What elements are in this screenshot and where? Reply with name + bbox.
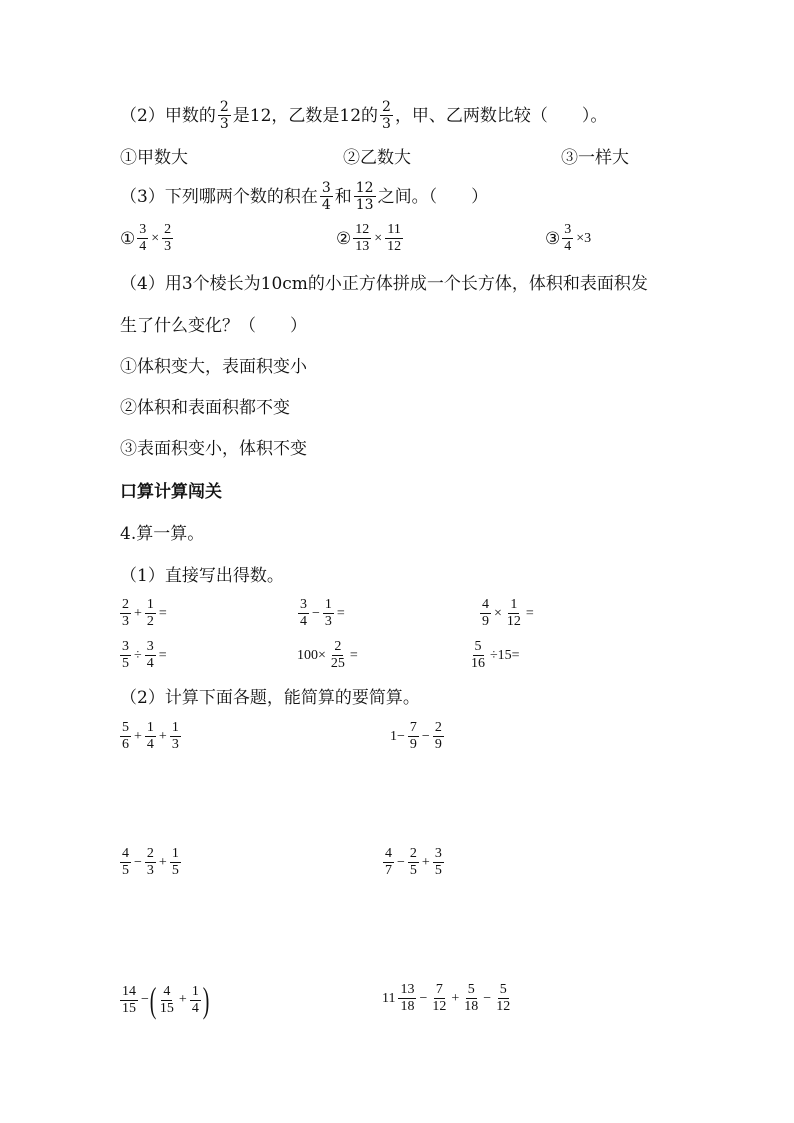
- problem-4-part-1: （1）直接写出得数。: [120, 566, 284, 586]
- oral-expression-1: 2 3 + $\frac{1}{2}$ =: [122, 597, 167, 629]
- q3-option-1: ① $\frac{3}{4}$ × $\frac{2}{3}$: [120, 222, 172, 254]
- oral-expression-2: 3 4 − $\frac{1}{3}$ =: [300, 597, 345, 629]
- problem-4-title: 4.算一算。: [120, 524, 205, 544]
- q4-line-1: （4）用3个棱长为10cm的小正方体拼成一个长方体，体积和表面积发: [120, 274, 648, 294]
- q4-option-3: ③表面积变小，体积不变: [120, 439, 307, 459]
- section-title: 口算计算闯关: [120, 482, 222, 502]
- q3-fraction-2: 12 13: [355, 180, 374, 213]
- question-3-line: [120, 180, 488, 213]
- oral-expression-4: $\frac{3}{5}$ ÷ $\frac{3}{4}$ =: [122, 639, 167, 671]
- oral-expression-6: $\frac{5}{16}$ ÷15=: [471, 639, 520, 671]
- calc-expression-3: 4 5 − $\frac{2}{3}$ + $\frac{1}{5}$: [122, 846, 179, 878]
- q2-text-b: 是12，乙数是12的: [232, 105, 379, 126]
- q2-option-1: ①甲数大: [120, 148, 188, 168]
- q4-line-2: 生了什么变化？（ ）: [120, 316, 307, 336]
- q2-option-2: ②乙数大: [343, 148, 411, 168]
- q3-text-c: 之间。（ ）: [377, 186, 489, 207]
- q4-option-2: ②体积和表面积都不变: [120, 398, 290, 418]
- q2-option-3: ③一样大: [561, 148, 629, 168]
- q3-text-b: 和: [334, 186, 352, 207]
- q3-option-3: ③ $\frac{3}{4}$ ×3: [545, 222, 592, 254]
- calc-expression-6: 11 13 18 − $\frac{7}{12}$ + $\frac{5}{18}$ − $\frac{5}{12}$: [382, 982, 511, 1014]
- q3-option-2: ② $\frac{12}{13}$ × $\frac{11}{12}$: [336, 222, 402, 254]
- q2-text-c: ，甲、乙两数比较（ ）。: [394, 105, 608, 126]
- calc-expression-1: 5 6 + $\frac{1}{4}$ + $\frac{1}{3}$: [122, 720, 179, 752]
- q3-fraction-1: 3 4: [321, 180, 331, 213]
- q2-text-a: （2）甲数的: [120, 105, 216, 126]
- left-paren: (: [149, 980, 157, 1020]
- oral-expression-3: $\frac{4}{9}$ × $\frac{1}{12}$ =: [482, 597, 534, 629]
- q4-option-1: ①体积变大，表面积变小: [120, 357, 307, 377]
- question-2-line: [120, 99, 607, 132]
- q2-fraction-1: 2 3: [219, 99, 229, 132]
- oral-expression-5: 100× $\frac{2}{25}$ =: [297, 639, 358, 671]
- right-paren: ): [202, 980, 210, 1020]
- calc-expression-4: 4 7 − $\frac{2}{5}$ + $\frac{3}{5}$: [385, 846, 442, 878]
- q2-fraction-2: 2 3: [382, 99, 391, 132]
- q3-text-a: （3）下列哪两个数的积在: [120, 186, 318, 207]
- problem-4-part-2: （2）计算下面各题，能简算的要简算。: [120, 688, 420, 708]
- calc-expression-5: 14 15 − ( 4 15 + $\frac{1}{4}$ ): [122, 980, 210, 1020]
- calc-expression-2: 1− $\frac{7}{9}$ − $\frac{2}{9}$: [390, 720, 442, 752]
